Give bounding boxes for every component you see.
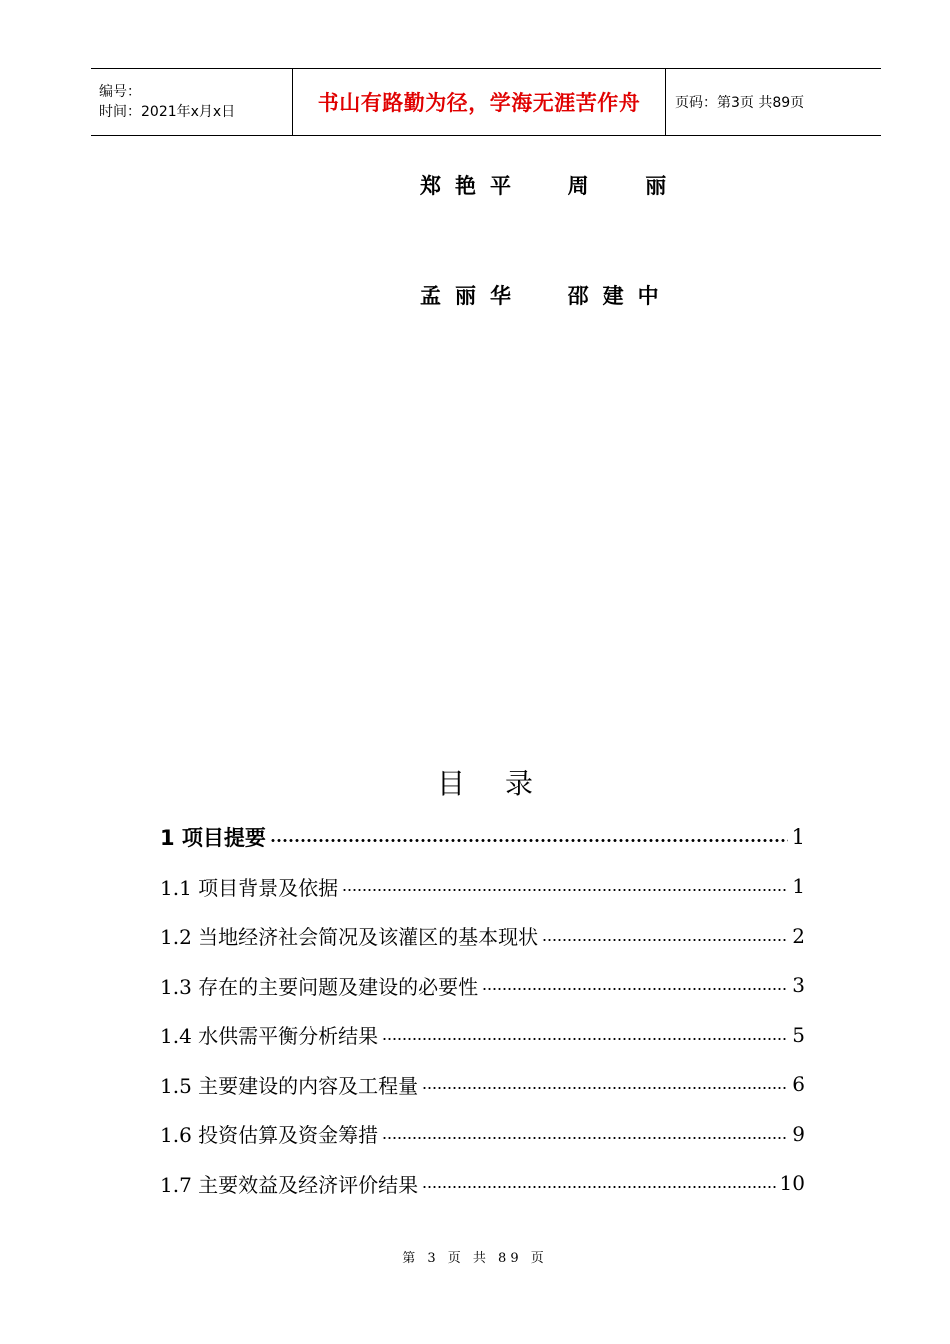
toc-entry[interactable] <box>160 1010 805 1060</box>
header-motto: 书山有路勤为径，学海无涯苦作舟 <box>317 91 641 115</box>
toc-entry-page: 1 <box>792 874 805 899</box>
toc-leader-dots <box>382 1038 788 1040</box>
serial-label: 编号： <box>99 84 141 100</box>
header-meta <box>91 69 293 135</box>
toc-entry-page: 1 <box>791 824 805 849</box>
toc-entry-label: 1.7 主要效益及经济评价结果 <box>160 1172 419 1197</box>
toc-leader-dots <box>270 839 788 842</box>
toc-entry-label: 1.1 项目背景及依据 <box>160 875 339 900</box>
toc-leader-dots <box>342 889 788 891</box>
table-of-contents <box>160 812 805 1208</box>
toc-entry-page: 2 <box>792 923 805 948</box>
toc-entry[interactable] <box>160 812 805 862</box>
toc-title: 目录 <box>437 767 574 800</box>
toc-entry-label: 1 项目提要 <box>160 825 266 850</box>
toc-entry[interactable] <box>160 1109 805 1159</box>
toc-entry-page: 3 <box>792 973 805 998</box>
header-page-info: 页码：第3页 共89页 <box>675 95 805 111</box>
toc-entry[interactable] <box>160 1060 805 1110</box>
toc-entry-label: 1.3 存在的主要问题及建设的必要性 <box>160 974 479 999</box>
author-names-row-2: 孟丽华 邵建中 <box>420 283 673 308</box>
toc-entry-label: 1.4 水供需平衡分析结果 <box>160 1024 379 1049</box>
toc-entry-label: 1.5 主要建设的内容及工程量 <box>160 1073 419 1098</box>
page-header <box>91 68 881 136</box>
toc-entry[interactable] <box>160 1159 805 1209</box>
header-page-info-cell <box>666 69 881 135</box>
toc-entry[interactable] <box>160 961 805 1011</box>
toc-entry-page: 10 <box>779 1171 805 1196</box>
author-names-row-1: 郑艳平 周 丽 <box>420 173 681 198</box>
toc-leader-dots <box>382 1137 788 1139</box>
toc-leader-dots <box>542 939 788 941</box>
toc-leader-dots <box>422 1087 788 1089</box>
toc-entry-label: 1.2 当地经济社会简况及该灌区的基本现状 <box>160 925 539 950</box>
toc-leader-dots <box>422 1186 775 1188</box>
toc-entry-page: 9 <box>792 1121 805 1146</box>
toc-entry-label: 1.6 投资估算及资金筹措 <box>160 1123 379 1148</box>
toc-leader-dots <box>482 988 788 990</box>
toc-entry-page: 6 <box>792 1072 805 1097</box>
toc-entry[interactable] <box>160 862 805 912</box>
toc-entry[interactable] <box>160 911 805 961</box>
time-label: 时间：2021年x月x日 <box>99 104 236 120</box>
toc-entry-page: 5 <box>792 1022 805 1047</box>
header-motto-cell <box>293 69 666 135</box>
page-footer: 第 3 页 共 89 页 <box>402 1251 548 1266</box>
